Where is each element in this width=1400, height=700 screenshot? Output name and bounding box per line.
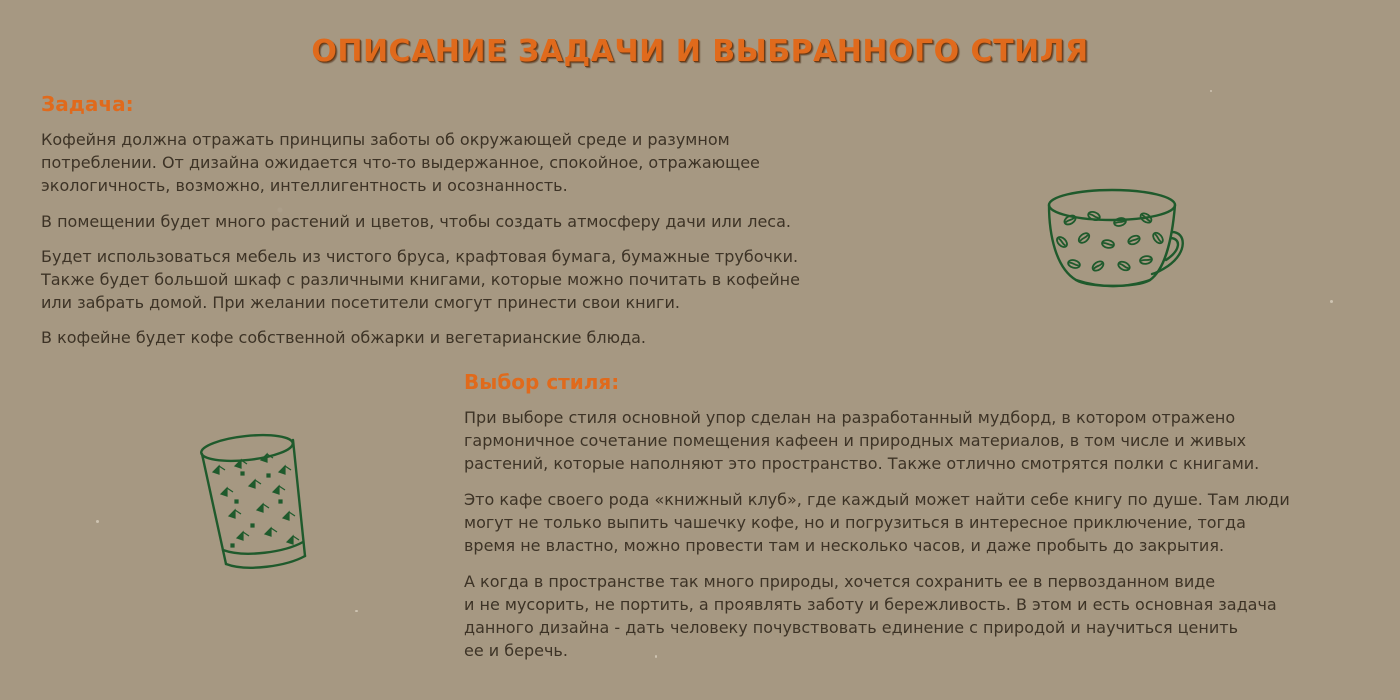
task-paragraph-3: Будет использоваться мебель из чистого бруса, крафтовая бумага, бумажные трубочки. Также будет большой шкаф с различными книгами, которые можно почитать в кофейне или забрать домой. При желании посетители смогут принести свои книги. bbox=[41, 247, 800, 312]
paper-speck bbox=[1210, 90, 1212, 92]
style-paragraph-3: А когда в пространстве так много природы, хочется сохранить ее в первозданном виде и не мусорить, не портить, а проявлять заботу и бережливость. В этом и есть основная задача данного дизайна - дать человеку почувствовать единение с природой и научиться ценить ее и беречь. bbox=[464, 572, 1277, 660]
task-paragraph-4: В кофейне будет кофе собственной обжарки и вегетарианские блюда. bbox=[41, 328, 647, 347]
style-paragraph-2: Это кафе своего рода «книжный клуб», где каждый может найти себе книгу по душе. Там люди могут не только выпить чашечку кофе, но и погрузиться в интересное приключение, тогда время не властно, можно провести там и несколько часов, и даже пробыть до закрытия. bbox=[464, 490, 1290, 555]
task-paragraph-1: Кофейня должна отражать принципы заботы об окружающей среде и разумном потреблении. От дизайна ожидается что-то выдержанное, спокойное, отражающее экологичность, возможно, интеллигентность и осознанность. bbox=[41, 130, 760, 195]
paper-cup-with-leaves-icon bbox=[195, 428, 313, 578]
style-paragraph-1: При выборе стиля основной упор сделан на разработанный мудборд, в котором отражено гармоничное сочетание помещения кафеен и природных материалов, в том числе и живых растений, которые наполняют это пространство. Также отлично смотрятся полки с книгами. bbox=[464, 408, 1260, 473]
paper-speck bbox=[355, 610, 358, 612]
page-title: ОПИСАНИЕ ЗАДАЧИ И ВЫБРАННОГО СТИЛЯ bbox=[311, 34, 1089, 69]
coffee-cup-with-beans-icon bbox=[1040, 180, 1190, 295]
paper-speck bbox=[96, 520, 99, 523]
task-heading: Задача: bbox=[41, 92, 134, 116]
paper-speck bbox=[1330, 300, 1333, 303]
style-heading: Выбор стиля: bbox=[464, 370, 620, 394]
task-paragraph-2: В помещении будет много растений и цветов, чтобы создать атмосферу дачи или леса. bbox=[41, 212, 791, 231]
